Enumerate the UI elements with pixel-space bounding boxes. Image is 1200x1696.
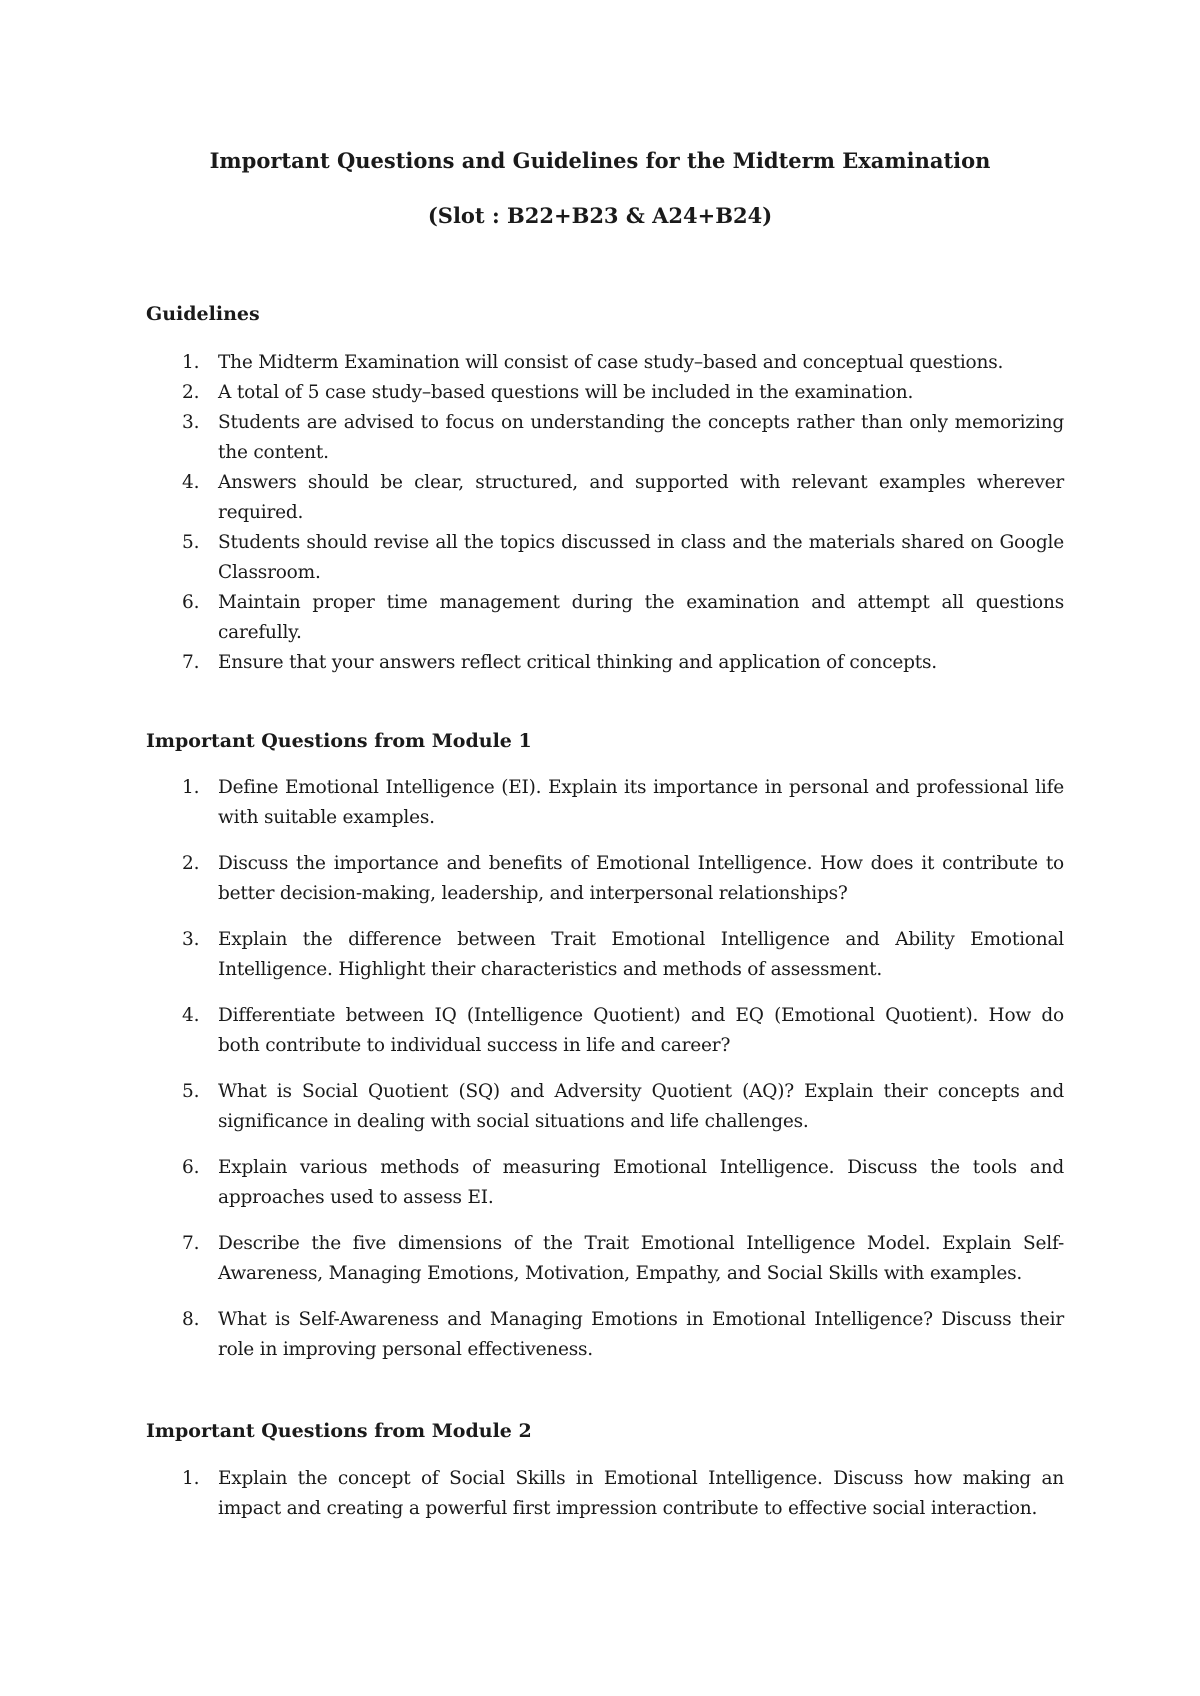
list-item: 7. Ensure that your answers reflect critical thinking and application of concepts. <box>182 652 937 673</box>
list-item: 8. What is Self-Awareness and Managing Emotions in Emotional Intelligence? Discuss their role in improving personal effectiveness. <box>182 1309 1064 1360</box>
list-item: 1. The Midterm Examination will consist of case study–based and conceptual questions. <box>182 352 1004 373</box>
list-item: 2. A total of 5 case study–based questions will be included in the examination. <box>182 382 914 403</box>
module1-heading: Important Questions from Module 1 <box>146 730 532 752</box>
list-item: 5. Students should revise all the topics discussed in class and the materials shared on Google Classroom. <box>182 532 1064 583</box>
list-item: 3. Students are advised to focus on understanding the concepts rather than only memorizing the content. <box>182 412 1064 463</box>
module2-heading: Important Questions from Module 2 <box>146 1420 532 1442</box>
list-item: 4. Answers should be clear, structured, and supported with relevant examples wherever required. <box>182 472 1064 523</box>
guidelines-heading: Guidelines <box>146 303 260 325</box>
list-item: 4. Differentiate between IQ (Intelligence Quotient) and EQ (Emotional Quotient). How do both contribute to individual success in life and career? <box>182 1005 1064 1056</box>
module1-question-list <box>0 773 1200 1381</box>
list-item: 3. Explain the difference between Trait Emotional Intelligence and Ability Emotional Intelligence. Highlight their characteristics and methods of assessment. <box>182 929 1064 980</box>
list-item: 7. Describe the five dimensions of the Trait Emotional Intelligence Model. Explain Self-Awareness, Managing Emotions, Motivation, Empathy, and Social Skills with examples. <box>182 1233 1064 1284</box>
document-title: Important Questions and Guidelines for the Midterm Examination <box>209 148 991 173</box>
module2-question-list <box>0 1464 1200 1540</box>
list-item: 1. Explain the concept of Social Skills in Emotional Intelligence. Discuss how making an impact and creating a powerful first impression contribute to effective social interaction. <box>182 1468 1064 1519</box>
list-item: 6. Maintain proper time management during the examination and attempt all questions carefully. <box>182 592 1064 643</box>
list-item: 5. What is Social Quotient (SQ) and Adversity Quotient (AQ)? Explain their concepts and significance in dealing with social situations and life challenges. <box>182 1081 1064 1132</box>
list-item: 2. Discuss the importance and benefits of Emotional Intelligence. How does it contribute to better decision-making, leadership, and interpersonal relationships? <box>182 853 1064 904</box>
document-slot: (Slot : B22+B23 & A24+B24) <box>427 203 773 228</box>
guidelines-list <box>0 348 1200 678</box>
list-item: 1. Define Emotional Intelligence (EI). Explain its importance in personal and professional life with suitable examples. <box>182 777 1064 828</box>
list-item: 6. Explain various methods of measuring Emotional Intelligence. Discuss the tools and approaches used to assess EI. <box>182 1157 1064 1208</box>
